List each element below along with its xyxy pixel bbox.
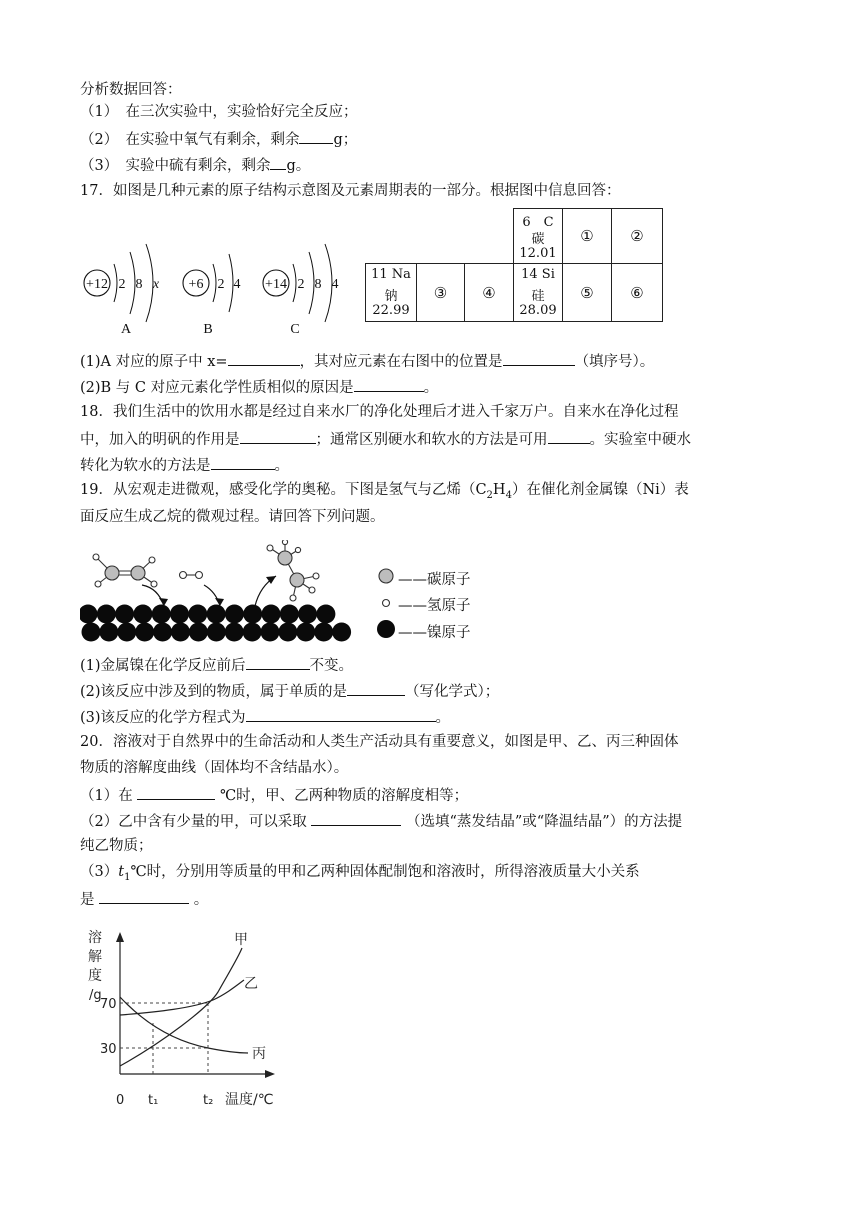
series-label-jia: 甲 (234, 932, 248, 948)
nickel-atom (99, 623, 118, 642)
answer-blank[interactable] (347, 680, 405, 696)
q17-part1: (1)A 对应的原子中 x= ，其对应元素在右图中的位置是 （填序号）。 (80, 350, 654, 372)
nickel-atom (152, 605, 171, 624)
nickel-atom (207, 623, 226, 642)
q17-part2: (2)B 与 C 对应元素化学性质相似的原因是 。 (80, 376, 438, 398)
x-axis-arrow (265, 1070, 275, 1078)
answer-blank[interactable] (211, 454, 275, 470)
hydrogen-molecule (180, 572, 203, 579)
answer-blank[interactable] (548, 428, 590, 444)
answer-blank[interactable] (503, 350, 575, 366)
answer-blank[interactable] (246, 706, 436, 722)
legend-nickel: ——镍原子 (398, 625, 471, 641)
y-label-1: 溶 (88, 930, 102, 946)
answer-blank[interactable] (354, 376, 424, 392)
line-analyze: 分析数据回答： (80, 82, 182, 98)
ethylene-molecule (96, 557, 154, 584)
nickel-atom (225, 623, 244, 642)
y-tick-30: 30 (100, 1042, 117, 1057)
nickel-atom (243, 623, 262, 642)
nickel-atom (188, 605, 207, 624)
nickel-atom-icon (377, 620, 395, 638)
shell-c-1: 2 (297, 277, 305, 292)
nickel-atom (82, 623, 101, 642)
shell-c-3: 4 (331, 277, 339, 292)
nickel-surface (80, 605, 351, 642)
answer-blank[interactable] (137, 784, 215, 800)
curve-yi (120, 980, 244, 1015)
shell-b-2: 4 (233, 277, 241, 292)
shell-c-2: 8 (314, 277, 322, 292)
nucleus-b-charge: +6 (188, 277, 204, 292)
nickel-atom (262, 605, 281, 624)
nickel-atom (135, 623, 154, 642)
cell-carbon: 6 C 碳 12.01 (513, 208, 563, 264)
label-b: B (203, 322, 213, 337)
nickel-atom (332, 623, 351, 642)
y-axis-arrow (116, 932, 124, 942)
shell-a-1: 2 (118, 277, 126, 292)
cell-mark-1: ① (562, 208, 612, 264)
q20-part1: （1）在 ℃时，甲、乙两种物质的溶解度相等； (80, 784, 468, 806)
legend-hydrogen: ——氢原子 (398, 598, 471, 614)
q19-line2: 面反应生成乙烷的微观过程。请回答下列问题。 (80, 509, 385, 525)
q20-line2: 物质的溶解度曲线（固体均不含结晶水）。 (80, 760, 349, 776)
nickel-atom (97, 605, 116, 624)
shell-a-2: 8 (135, 277, 143, 292)
nickel-atom (171, 623, 190, 642)
q18-line1: 18．我们生活中的饮用水都是经过自来水厂的净化处理后才进入千家万户。自来水在净化过程 (80, 404, 679, 420)
x-axis-label: 温度/℃ (225, 1092, 274, 1108)
curve-bing (120, 997, 248, 1053)
nickel-atom (117, 623, 136, 642)
nickel-atom (80, 605, 98, 624)
q20-part2-cont: 纯乙物质； (80, 838, 153, 854)
nickel-atom (316, 605, 335, 624)
nickel-atom (115, 605, 134, 624)
cell-mark-3: ③ (416, 263, 465, 322)
x-tick-t1: t₁ (148, 1093, 159, 1108)
answer-blank[interactable] (228, 350, 300, 366)
cell-silicon: 14 Si 硅 28.09 (513, 263, 563, 322)
x-tick-t2: t₂ (203, 1093, 214, 1108)
nickel-atom (261, 623, 280, 642)
nucleus-a-charge: +12 (86, 277, 108, 292)
series-label-bing: 丙 (252, 1046, 266, 1062)
answer-blank[interactable] (99, 888, 189, 904)
periodic-table-fragment (365, 208, 663, 322)
nickel-atom (133, 605, 152, 624)
x-tick-0: 0 (116, 1093, 125, 1108)
y-label-3: 度 (88, 968, 102, 984)
q20-part2: （2）乙中含有少量的甲，可以采取 （选填“蒸发结晶”或“降温结晶”）的方法提 (80, 810, 682, 832)
q19-line1: 19．从宏观走进微观，感受化学的奥秘。下图是氢气与乙烯$(C_2H_4)$在催化剂金属镍（Ni）表 (80, 482, 689, 501)
answer-blank[interactable] (240, 428, 316, 444)
carbon-atom-icon (379, 569, 393, 583)
cell-mark-4: ④ (464, 263, 514, 322)
series-label-yi: 乙 (244, 976, 258, 992)
q20-line1: 20．溶液对于自然界中的生命活动和人类生产活动具有重要意义，如图是甲、乙、丙三种固体 (80, 734, 679, 750)
answer-blank[interactable] (246, 654, 310, 670)
answer-blank[interactable] (299, 128, 333, 144)
q16-part1: （1） 在三次实验中，实验恰好完全反应； (80, 104, 358, 120)
label-c: C (290, 322, 300, 337)
cell-sodium: 11 Na 钠 22.99 (365, 263, 417, 322)
nickel-atom (298, 605, 317, 624)
nickel-atom (280, 605, 299, 624)
nickel-atom (207, 605, 226, 624)
nickel-atom (153, 623, 172, 642)
y-label-4: /g (89, 988, 102, 1003)
nickel-atom (314, 623, 333, 642)
q19-part2: (2)该反应中涉及到的物质，属于单质的是 （写化学式）； (80, 680, 499, 702)
nickel-atom (278, 623, 297, 642)
shell-b-1: 2 (217, 277, 225, 292)
nickel-atom (225, 605, 244, 624)
q20-part3: $(3)t_1℃$时，分别用等质量的甲和乙两种固体配制饱和溶液时，所得溶液质量大小关系 (80, 864, 640, 883)
q20-part3-cont: 是 。 (80, 888, 208, 910)
cell-mark-2: ② (611, 208, 663, 264)
solubility-curve-chart (78, 922, 298, 1112)
q16-part2: （2） 在实验中氧气有剩余，剩余 g； (80, 128, 357, 150)
label-a: A (120, 322, 132, 337)
q18-line3: 转化为软水的方法是 。 (80, 454, 289, 476)
shell-a-3: x (152, 277, 160, 292)
nickel-atom (189, 623, 208, 642)
q17-stem: 17．如图是几种元素的原子结构示意图及元素周期表的一部分。根据图中信息回答： (80, 183, 621, 199)
q16-part3: （3） 实验中硫有剩余，剩余 g。 (80, 154, 310, 176)
legend-carbon: ——碳原子 (398, 572, 471, 588)
q18-line2: 中，加入的明矾的作用是 ；通常区别硬水和软水的方法是可用 。实验室中硬水 (80, 428, 691, 450)
arrow-2 (204, 585, 220, 606)
q19-part3: (3)该反应的化学方程式为 。 (80, 706, 450, 728)
cell-mark-6: ⑥ (611, 263, 663, 322)
q19-part1: (1)金属镍在化学反应前后 不变。 (80, 654, 353, 676)
nucleus-c-charge: +14 (265, 277, 287, 292)
reaction-micro-diagram (80, 540, 355, 645)
nickel-atom (243, 605, 262, 624)
answer-blank[interactable] (311, 810, 401, 826)
atom-structure-diagrams (80, 240, 360, 340)
y-label-2: 解 (88, 949, 102, 965)
y-tick-70: 70 (100, 997, 117, 1012)
nickel-atom (296, 623, 315, 642)
cell-mark-5: ⑤ (562, 263, 612, 322)
hydrogen-atom-icon (383, 600, 390, 607)
arrow-1 (142, 585, 164, 606)
nickel-atom (170, 605, 189, 624)
answer-blank[interactable] (270, 154, 286, 170)
